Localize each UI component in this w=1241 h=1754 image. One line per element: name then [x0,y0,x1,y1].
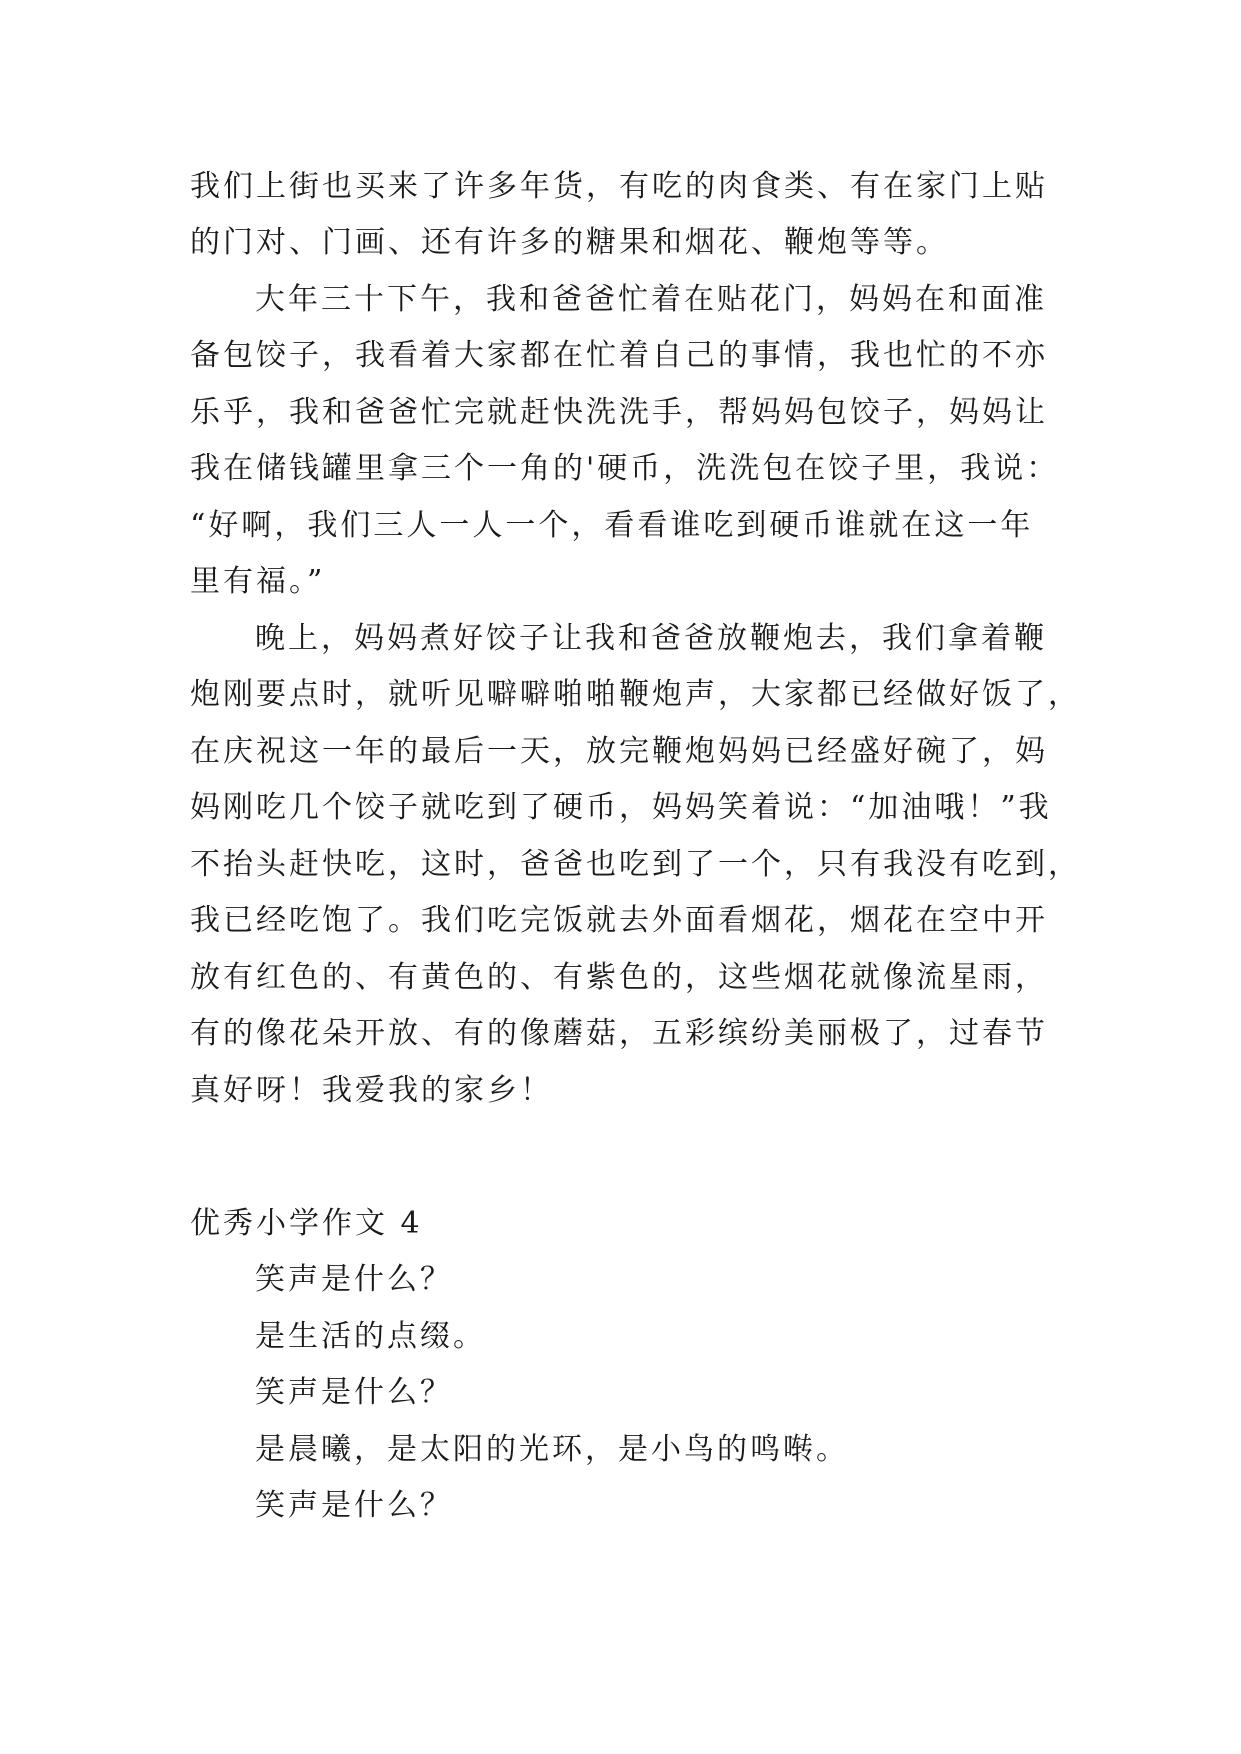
paragraph-line: 真好呀！我爱我的家乡！ [190,1073,553,1108]
paragraph-line: 晚上，妈妈煮好饺子让我和爸爸放鞭炮去，我们拿着鞭 [255,621,1047,656]
paragraph-line: 不抬头赶快吃，这时，爸爸也吃到了一个，只有我没有吃到， [190,847,1081,882]
paragraph-line: “好啊，我们三人一人一个，看看谁吃到硬币谁就在这一年 [190,508,1034,543]
paragraph-line: 炮刚要点时，就听见噼噼啪啪鞭炮声，大家都已经做好饭了， [190,677,1081,712]
poem-line: 笑声是什么？ [255,1375,453,1410]
paragraph-line: 有的像花朵开放、有的像蘑菇，五彩缤纷美丽极了，过春节 [190,1016,1048,1051]
paragraph-line: 大年三十下午，我和爸爸忙着在贴花门，妈妈在和面准 [255,282,1047,317]
poem-line: 是晨曦，是太阳的光环，是小鸟的鸣啭。 [255,1432,849,1467]
essay-heading: 优秀小学作文 4 [190,1206,423,1241]
paragraph-line: 妈刚吃几个饺子就吃到了硬币，妈妈笑着说：“加油哦！”我 [190,790,1052,825]
poem-line: 笑声是什么？ [255,1488,453,1523]
paragraph-line: 我们上街也买来了许多年货，有吃的肉食类、有在家门上贴 [190,169,1048,204]
paragraph-line: 备包饺子，我看着大家都在忙着自己的事情，我也忙的不亦 [190,338,1048,373]
poem-line: 笑声是什么？ [255,1262,453,1297]
paragraph-line: 放有红色的、有黄色的、有紫色的，这些烟花就像流星雨， [190,960,1048,995]
paragraph-line: 乐乎，我和爸爸忙完就赶快洗洗手，帮妈妈包饺子，妈妈让 [190,395,1048,430]
poem-line: 是生活的点缀。 [255,1319,486,1354]
paragraph-line: 里有福。” [190,564,326,599]
paragraph-line: 我已经吃饱了。我们吃完饭就去外面看烟花，烟花在空中开 [190,903,1048,938]
paragraph-line: 的门对、门画、还有许多的糖果和烟花、鞭炮等等。 [190,225,949,260]
paragraph-line: 在庆祝这一年的最后一天，放完鞭炮妈妈已经盛好碗了，妈 [190,734,1048,769]
paragraph-line: 我在储钱罐里拿三个一角的'硬币，洗洗包在饺子里，我说： [190,451,1060,486]
